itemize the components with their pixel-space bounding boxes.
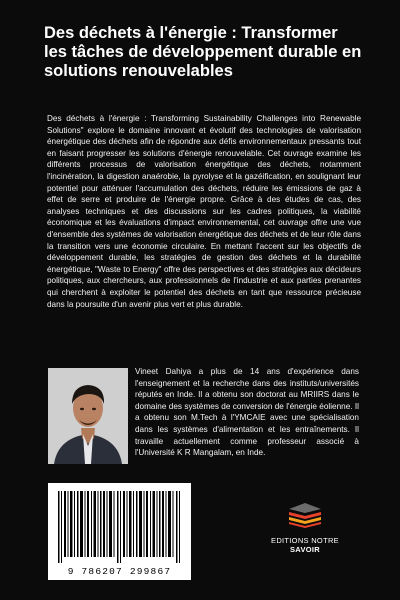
publisher-name-prefix: EDITIONS NOTRE [271,536,339,545]
isbn-digits: 9 786207 299867 [67,566,172,577]
isbn-barcode [48,483,191,580]
book-stack-icon [285,500,325,528]
author-portrait-image [48,368,128,464]
publisher-name [255,536,355,554]
author-photo [48,368,128,464]
publisher-name-bold: SAVOIR [290,545,320,554]
barcode-bars [48,483,191,565]
book-description: Des déchets à l'énergie : Transforming Sustainability Challenges into Renewable Solutions" explore le domaine innovant et évolutif des technologies de valorisation énergétique des déchets afin de répondre aux défis environnementaux pressants tout en faisant progresser les solutions d'énergie renouvelable. Cet ouvrage examine les différents processus de valorisation énergétique des déchets, notamment l'incinération, la digestion anaérobie, la pyrolyse et la gazéification, en soulignant leur potentiel pour atténuer l'accumulation des déchets, réduire les émissions de gaz à effet de serre et produire de l'énergie propre. Grâce à des études de cas, des analyses techniques et des discussions sur les cadres politiques, la viabilité économique et les évaluations d'impact environnemental, cet ouvrage offre une vue d'ensemble des systèmes de valorisation énergétique des déchets et de leur rôle dans la transition vers une économie circulaire. En mettant l'accent sur les objectifs de développement durable, les stratégies de gestion des déchets et la durabilité énergétique, "Waste to Energy" offre des perspectives et des stratégies aux décideurs politiques, aux chercheurs, aux professionnels de l'industrie et aux parties prenantes qui cherchent à exploiter le potentiel des déchets en tant que ressource précieuse dans la poursuite d'un avenir plus vert et plus durable. [47,114,361,309]
book-title: Des déchets à l'énergie : Transformer les tâches de développement durable en solutions renouvelables [44,24,362,80]
author-bio: Vineet Dahiya a plus de 14 ans d'expérience dans l'enseignement et la recherche dans des instituts/universités réputés en Inde. Il a obtenu son doctorat au MRIIRS dans le domaine des systèmes de conversion de l'énergie éolienne. Il a obtenu son M.Tech à l'YMCAIE avec une spécialisation dans les systèmes d'alimentation et les entraînements. Il travaille actuellement comme professeur associé à l'Université K R Mangalam, en Inde. [135,367,359,458]
publisher-logo [255,500,355,554]
